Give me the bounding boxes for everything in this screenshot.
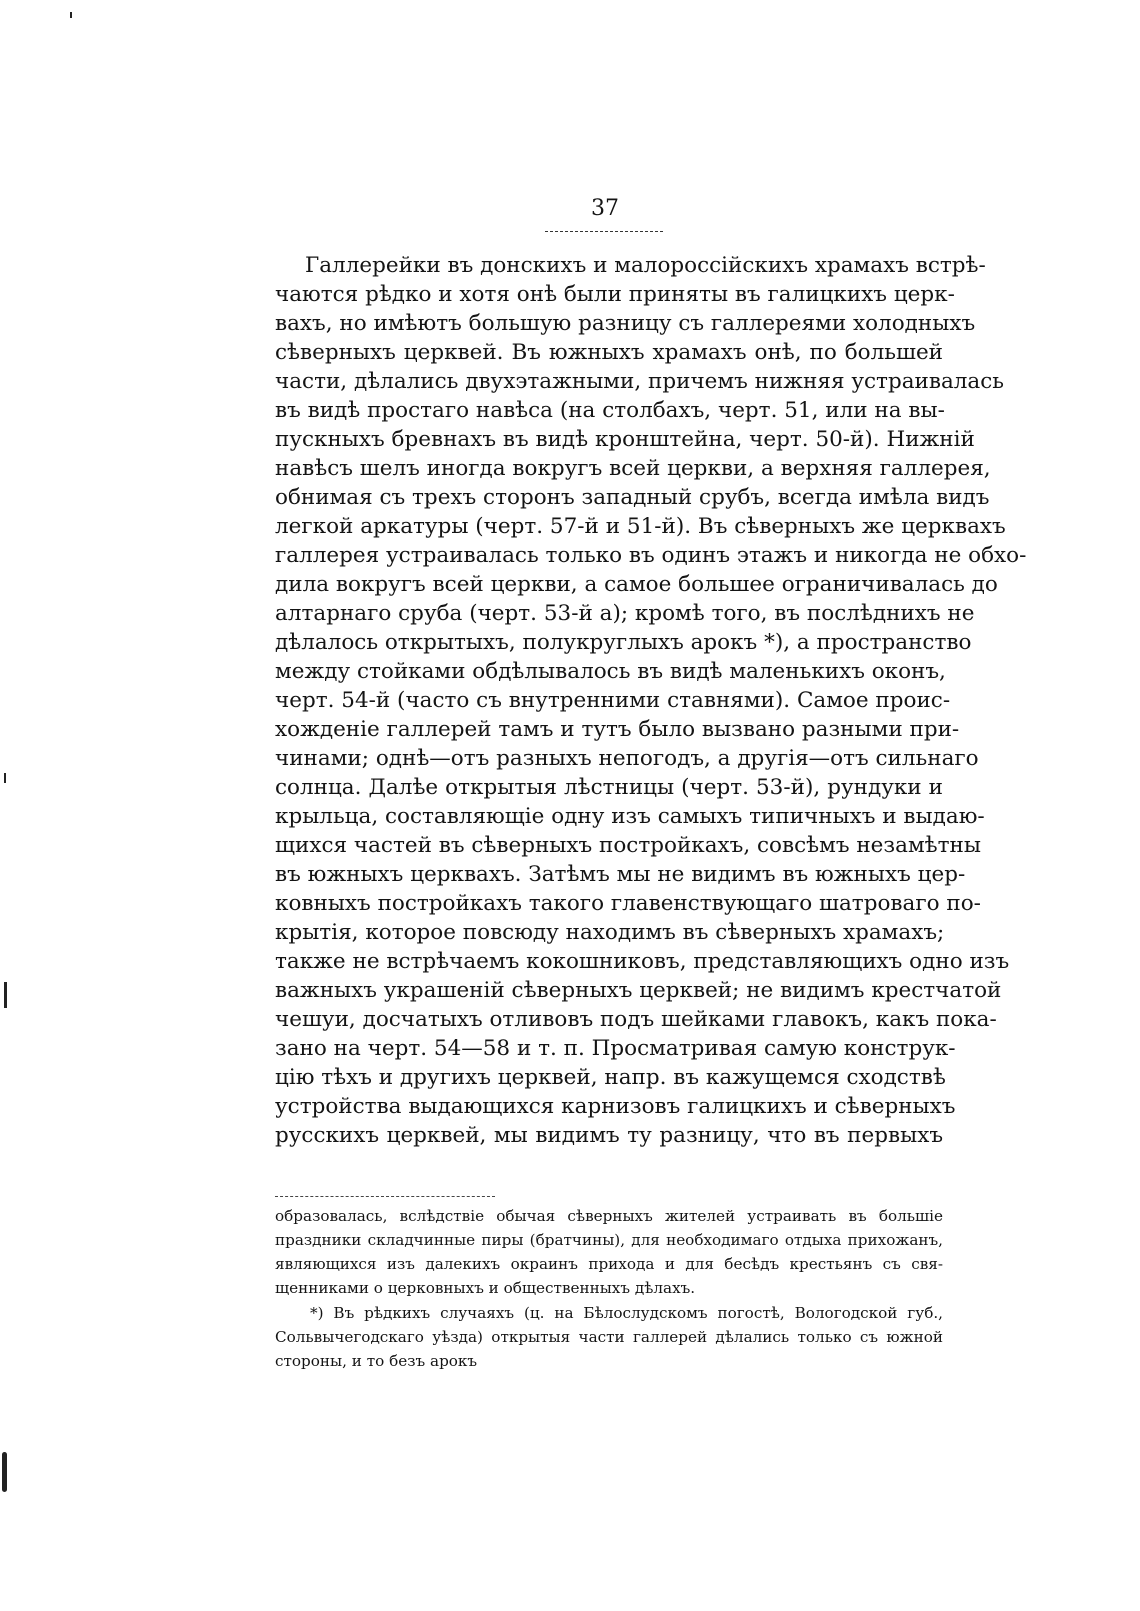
body-line: черт. 54-й (часто съ внутренними ставнями). Самое проис-	[275, 688, 951, 713]
body-line: алтарнаго сруба (черт. 53-й а); кромѣ того, въ послѣднихъ не	[275, 601, 975, 626]
footnote-rule	[275, 1196, 495, 1197]
body-line: пускныхъ бревнахъ въ видѣ кронштейна, черт. 50-й). Нижній	[275, 427, 975, 452]
body-line: чинами; однѣ—отъ разныхъ непогодъ, а другія—отъ сильнаго	[275, 746, 979, 771]
body-line: щихся частей въ сѣверныхъ постройкахъ, совсѣмъ незамѣтны	[275, 833, 981, 858]
body-line: части, дѣлались двухэтажными, причемъ нижняя устраивалась	[275, 369, 1004, 394]
body-line: вахъ, но имѣютъ большую разницу съ галлереями холодныхъ	[275, 311, 976, 336]
body-line: хожденіе галлерей тамъ и тутъ было вызвано разными при-	[275, 717, 960, 742]
body-line: важныхъ украшеній сѣверныхъ церквей; не видимъ крестчатой	[275, 978, 1002, 1003]
page-number: 37	[591, 196, 619, 221]
scan-speck	[2, 1452, 7, 1492]
body-line: въ южныхъ церквахъ. Затѣмъ мы не видимъ въ южныхъ цер-	[275, 862, 966, 887]
scan-speck	[4, 982, 7, 1008]
body-line: Галлерейки въ донскихъ и малороссійскихъ храмахъ встрѣ-	[305, 253, 986, 278]
page-number-rule	[545, 231, 663, 232]
body-line: зано на черт. 54—58 и т. п. Просматривая самую конструк-	[275, 1036, 956, 1061]
body-line: солнца. Далѣе открытыя лѣстницы (черт. 53-й), рундуки и	[275, 775, 943, 800]
body-line: чешуи, досчатыхъ отливовъ подъ шейками главокъ, какъ пока-	[275, 1007, 997, 1032]
body-line: крытія, которое повсюду находимъ въ сѣверныхъ храмахъ;	[275, 920, 945, 945]
body-line: устройства выдающихся карнизовъ галицкихъ и сѣверныхъ	[275, 1094, 956, 1119]
body-line: ковныхъ постройкахъ такого главенствующаго шатроваго по-	[275, 891, 981, 916]
body-line: крыльца, составляющіе одну изъ самыхъ типичныхъ и выдаю-	[275, 804, 985, 829]
body-line: сѣверныхъ церквей. Въ южныхъ храмахъ онѣ, по большей	[275, 340, 943, 365]
footnote-line: образовалась, вслѣдствіе обычая сѣверныхъ жителей устраивать въ большіе	[275, 1207, 943, 1225]
body-line: чаются рѣдко и хотя онѣ были приняты въ галицкихъ церк-	[275, 282, 955, 307]
footnote-line: праздники складчинные пиры (братчины), для необходимаго отдыха прихожанъ,	[275, 1231, 943, 1249]
footnote-line: стороны, и то безъ арокъ	[275, 1352, 478, 1370]
body-line: навѣсъ шелъ иногда вокругъ всей церкви, а верхняя галлерея,	[275, 456, 991, 481]
footnote-line: Сольвычегодскаго уѣзда) открытыя части галлерей дѣлались только съ южной	[275, 1328, 943, 1346]
body-line: дѣлалось открытыхъ, полукруглыхъ арокъ *), а пространство	[275, 630, 972, 655]
body-line: легкой аркатуры (черт. 57-й и 51-й). Въ сѣверныхъ же церквахъ	[275, 514, 1006, 539]
body-line: также не встрѣчаемъ кокошниковъ, представляющихъ одно изъ	[275, 949, 1010, 974]
footnote-line: щенниками о церковныхъ и общественныхъ дѣлахъ.	[275, 1279, 696, 1297]
body-line: цію тѣхъ и другихъ церквей, напр. въ кажущемся сходствѣ	[275, 1065, 946, 1090]
body-line: въ видѣ простаго навѣса (на столбахъ, черт. 51, или на вы-	[275, 398, 945, 423]
scan-speck	[70, 12, 72, 18]
body-line: обнимая съ трехъ сторонъ западный срубъ, всегда имѣла видъ	[275, 485, 990, 510]
body-line: русскихъ церквей, мы видимъ ту разницу, что въ первыхъ	[275, 1123, 943, 1148]
footnote-line: *) Въ рѣдкихъ случаяхъ (ц. на Бѣлослудскомъ погостѣ, Вологодской губ.,	[310, 1304, 943, 1322]
body-line: дила вокругъ всей церкви, а самое большее ограничивалась до	[275, 572, 998, 597]
body-line: между стойками обдѣлывалось въ видѣ маленькихъ оконъ,	[275, 659, 946, 684]
body-line: галлерея устраивалась только въ одинъ этажъ и никогда не обхо-	[275, 543, 1027, 568]
footnote-line: являющихся изъ далекихъ окраинъ прихода и для бесѣдъ крестьянъ съ свя-	[275, 1255, 943, 1273]
scan-speck	[4, 773, 6, 783]
